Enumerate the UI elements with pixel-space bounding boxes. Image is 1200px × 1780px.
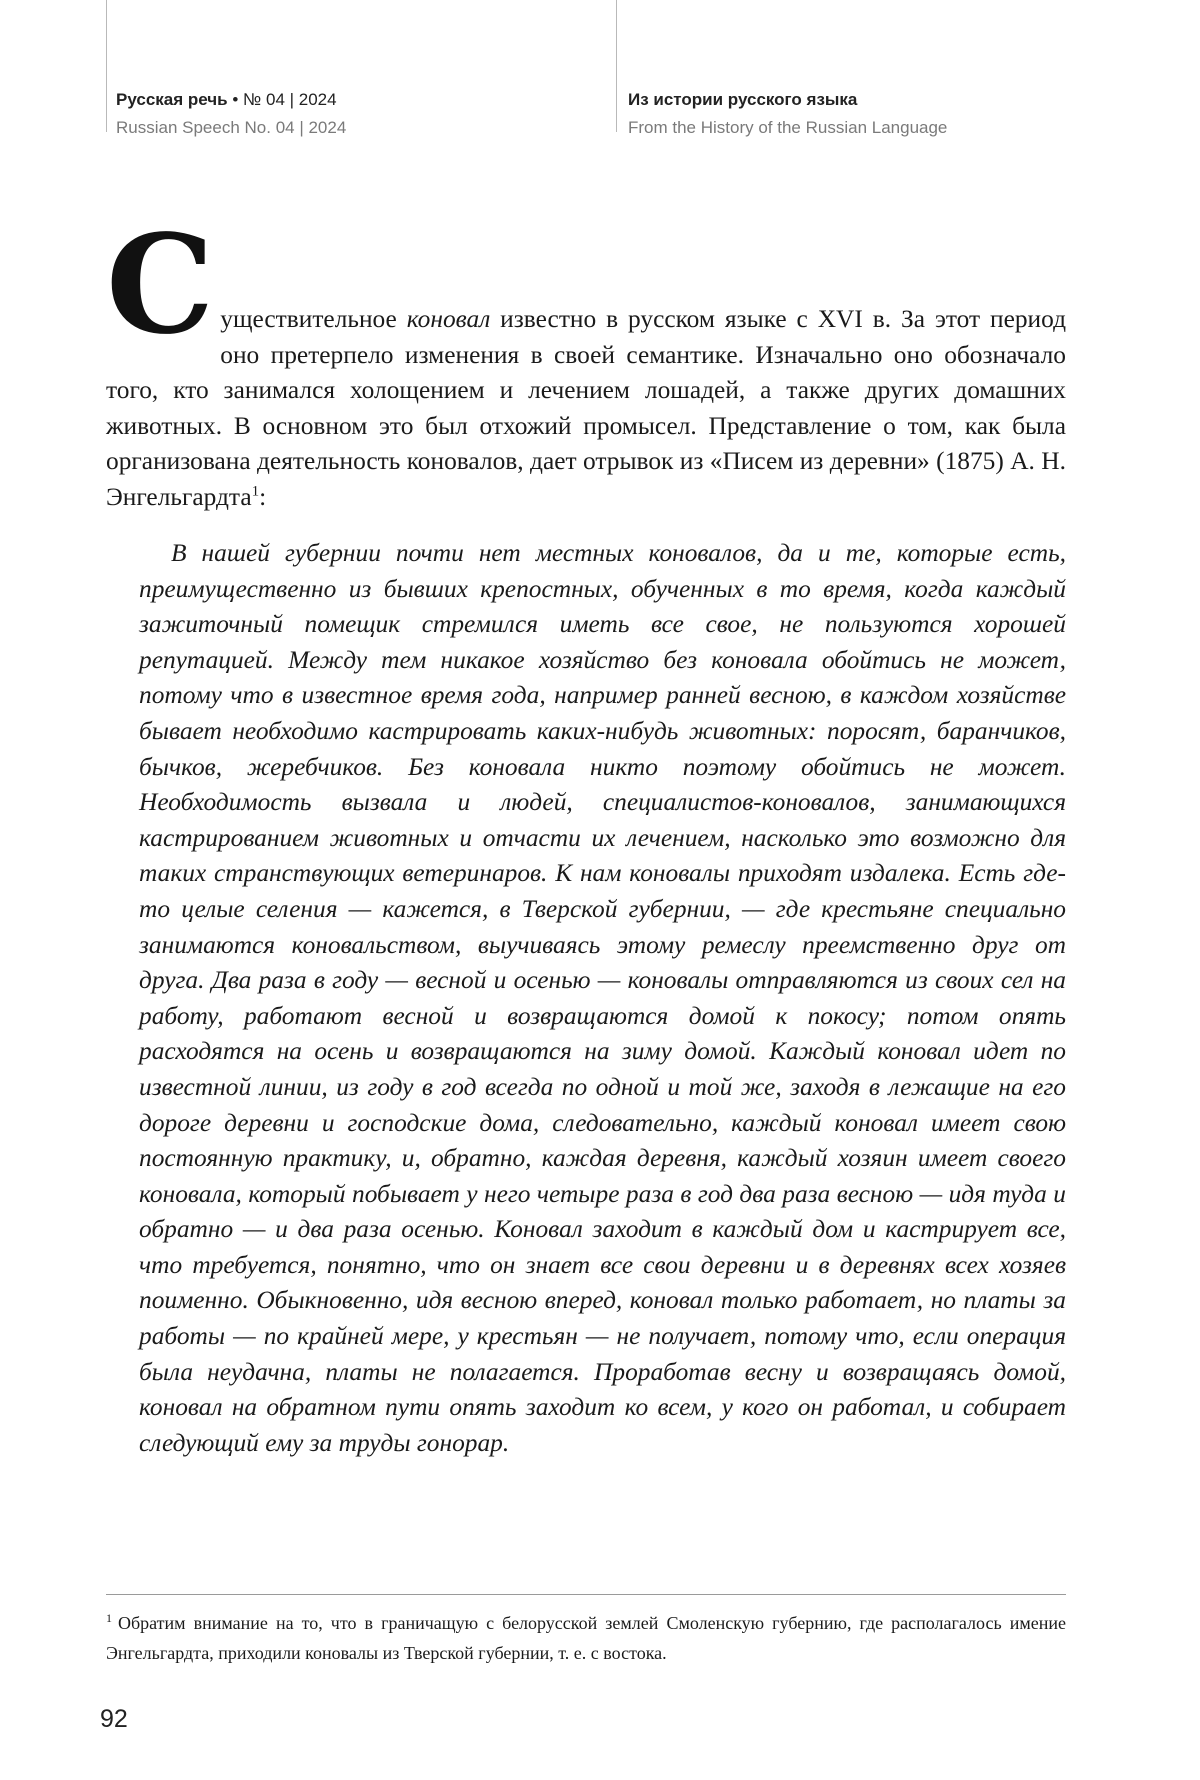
journal-name: Русская речь <box>116 90 228 109</box>
footnote-divider <box>106 1594 1066 1595</box>
footnote-marker: 1 <box>106 1611 112 1625</box>
footnote-reference[interactable]: 1 <box>251 483 260 500</box>
footnote-text: Обратим внимание на то, что в граничащую с белорусской землей Смоленскую губернию, где располагалось имение Энгельгардта, приходили коновалы из Тверской губернии, т. е. с востока. <box>106 1613 1066 1663</box>
journal-title-en: Russian Speech No. 04 | 2024 <box>116 118 347 137</box>
block-quote: В нашей губернии почти нет местных коновалов, да и те, которые есть, преимущественно из бывших крепостных, обученных в то время, когда каждый зажиточный помещик стремился иметь все свое, не пользуются хорошей репутацией. Между тем никакое хозяйство без коновала обойтись не может, потому что в известное время года, например ранней весною, в каждом хозяйстве бывает необходимо кастрировать каких-нибудь животных: поросят, баранчиков, бычков, жеребчиков. Без коновала никто поэтому обойтись не может. Необходимость вызвала и людей, специалистов-коновалов, занимающихся кастрированием животных и отчасти их лечением, насколько это возможно для таких странствующих ветеринаров. К нам коновалы приходят издалека. Есть где-то целые селения — кажется, в Тверской губернии, — где крестьяне специально занимаются коновальством, выучиваясь этому ремеслу преемственно друг от друга. Два раза в году — весной и осенью — коновалы отправляются из своих сел на работу, работают весной и возвращаются домой к покосу; потом опять расходятся на осень и возвращаются на зиму домой. Каждый коновал идет по известной линии, из году в год всегда по одной и той же, заходя в лежащие на его дороге деревни и господские дома, следовательно, каждый коновал имеет свою постоянную практику, и, обратно, каждая деревня, каждый хозяин имеет своего коновала, который побывает у него четыре раза в год два раза весною — идя туда и обратно — и два раза осенью. Коновал заходит в каждый дом и кастрирует все, что требуется, понятно, что он знает все свои деревни и в деревнях всех хозяев поименно. Обыкновенно, идя весною вперед, коновал только работает, но платы за работы — по крайней мере, у крестьян — не получает, потому что, если операция была неудачна, платы не полагается. Проработав весну и возвращаясь домой, коновал на обратном пути опять заходит ко всем, у кого он работал, и собирает следующий ему за труды гонорар. <box>139 539 1066 1457</box>
section-title-en: From the History of the Russian Language <box>628 118 948 137</box>
drop-cap: С <box>106 205 215 365</box>
lead-term: коновал <box>406 305 491 333</box>
header-divider-right <box>616 0 617 132</box>
journal-issue: • № 04 | 2024 <box>227 90 337 109</box>
page-number: 92 <box>100 1705 128 1733</box>
section-title-ru: Из истории русского языка <box>628 90 858 109</box>
journal-header <box>116 86 346 142</box>
footnote <box>106 1608 1066 1668</box>
header-divider-left <box>106 0 107 132</box>
section-header <box>628 86 947 142</box>
journal-title-ru <box>116 86 346 114</box>
lead-paragraph: уществительное коновал известно в русском языке с XVI в. За этот период оно претерпело изменения в своей семантике. Изначально оно обозначало того, кто занимался холощением и лечением лошадей, а также других домашних животных. В основном это был отхожий промысел. Представление о том, как была организована деятельность коновалов, дает отрывок из «Писем из деревни» (1875) А. Н. Энгельгардта$^1$: <box>106 305 1067 511</box>
lead-paragraph-block <box>106 205 1067 515</box>
